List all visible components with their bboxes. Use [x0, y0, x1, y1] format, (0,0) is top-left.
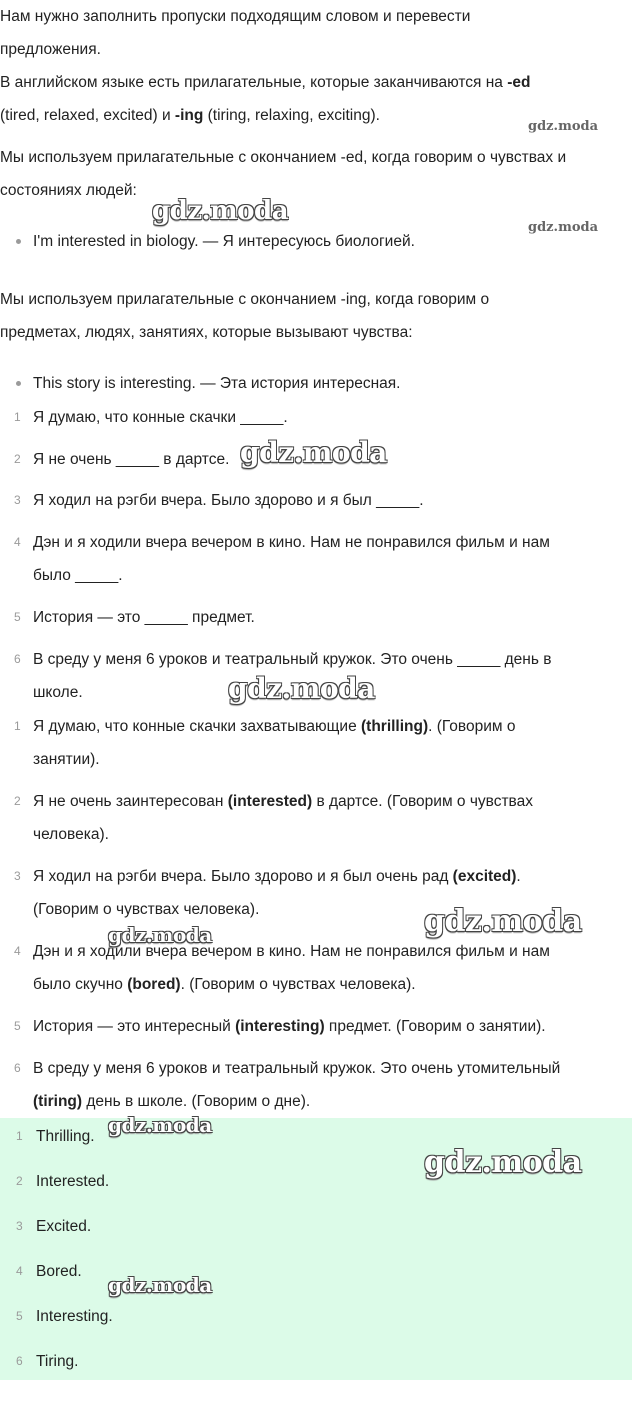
answer-number: 6: [16, 1354, 23, 1368]
bullet-dot: [16, 381, 21, 386]
explanation-text: (Говорим о чувствах человека).: [33, 901, 260, 918]
explanation-text: История — это интересный (interesting) предмет. (Говорим о занятии).: [33, 1018, 546, 1035]
task-text: Я думаю, что конные скачки _____.: [33, 409, 288, 426]
explanation-number: 2: [14, 794, 21, 808]
task-number: 6: [14, 652, 21, 666]
watermark: gdz.moda: [240, 436, 387, 469]
answer-text: Interesting.: [36, 1308, 113, 1325]
explanation-number: 5: [14, 1019, 21, 1033]
watermark: gdz.moda: [108, 923, 212, 947]
task-text: В среду у меня 6 уроков и театральный кружок. Это очень _____ день в: [33, 651, 552, 668]
watermark: gdz.moda: [152, 196, 289, 226]
task-number: 3: [14, 493, 21, 507]
watermark: gdz.moda: [424, 904, 582, 939]
watermark: gdz.moda: [424, 1145, 582, 1180]
task-text: Я ходил на рэгби вчера. Было здорово и я был _____.: [33, 492, 424, 509]
bullet-text: I'm interested in biology. — Я интересуюсь биологией.: [33, 233, 415, 250]
answer-text: Thrilling.: [36, 1128, 95, 1145]
watermark: gdz.moda: [528, 220, 599, 235]
task-text: Дэн и я ходили вчера вечером в кино. Нам не понравился фильм и нам: [33, 534, 550, 551]
watermark: gdz.moda: [528, 119, 599, 134]
task-text: было _____.: [33, 567, 123, 584]
task-text: Я не очень _____ в дартсе.: [33, 451, 230, 468]
intro-line: Мы используем прилагательные с окончанием -ed, когда говорим о чувствах и: [0, 149, 567, 166]
answer-text: Interested.: [36, 1173, 110, 1190]
task-number: 2: [14, 452, 21, 466]
intro-line: Нам нужно заполнить пропуски подходящим словом и перевести: [0, 8, 471, 25]
explanation-text: Дэн и я ходили вчера вечером в кино. Нам не понравился фильм и нам: [33, 943, 550, 960]
task-number: 1: [14, 410, 21, 424]
bullet-text: This story is interesting. — Эта история интересная.: [33, 375, 401, 392]
task-number: 5: [14, 610, 21, 624]
explanation-text: (tiring) день в школе. (Говорим о дне).: [33, 1093, 311, 1110]
explanation-text: Я думаю, что конные скачки захватывающие (thrilling). (Говорим о: [33, 718, 516, 735]
answer-number: 3: [16, 1219, 23, 1233]
explanation-text: Я ходил на рэгби вчера. Было здорово и я был очень рад (excited).: [33, 868, 521, 885]
watermark: gdz.moda: [228, 672, 375, 705]
intro-line: (tired, relaxed, excited) и -ing (tiring, relaxing, exciting).: [0, 107, 380, 124]
explanation-text: Я не очень заинтересован (interested) в дартсе. (Говорим о чувствах: [33, 793, 533, 810]
task-number: 4: [14, 535, 21, 549]
explanation-text: занятии).: [33, 751, 100, 768]
answer-number: 2: [16, 1174, 23, 1188]
watermark: gdz.moda: [108, 1273, 212, 1297]
explanation-number: 1: [14, 719, 21, 733]
answer-number: 4: [16, 1264, 23, 1278]
explanation-text: было скучно (bored). (Говорим о чувствах человека).: [33, 976, 416, 993]
watermark: gdz.moda: [108, 1113, 212, 1137]
answer-text: Tiring.: [36, 1353, 79, 1370]
explanation-number: 4: [14, 944, 21, 958]
answer-text: Excited.: [36, 1218, 92, 1235]
intro-line: В английском языке есть прилагательные, которые заканчиваются на -ed: [0, 74, 531, 91]
answer-number: 5: [16, 1309, 23, 1323]
answer-number: 1: [16, 1129, 23, 1143]
bullet-dot: [16, 239, 21, 244]
answer-text: Bored.: [36, 1263, 82, 1280]
task-text: школе.: [33, 684, 83, 701]
intro-line: Мы используем прилагательные с окончанием -ing, когда говорим о: [0, 291, 490, 308]
explanation-text: В среду у меня 6 уроков и театральный кружок. Это очень утомительный: [33, 1060, 561, 1077]
intro-line: предметах, людях, занятиях, которые вызывают чувства:: [0, 324, 413, 341]
intro-line: предложения.: [0, 41, 101, 58]
explanation-number: 3: [14, 869, 21, 883]
explanation-number: 6: [14, 1061, 21, 1075]
intro-line: состояниях людей:: [0, 182, 137, 199]
task-text: История — это _____ предмет.: [33, 609, 255, 626]
explanation-text: человека).: [33, 826, 109, 843]
